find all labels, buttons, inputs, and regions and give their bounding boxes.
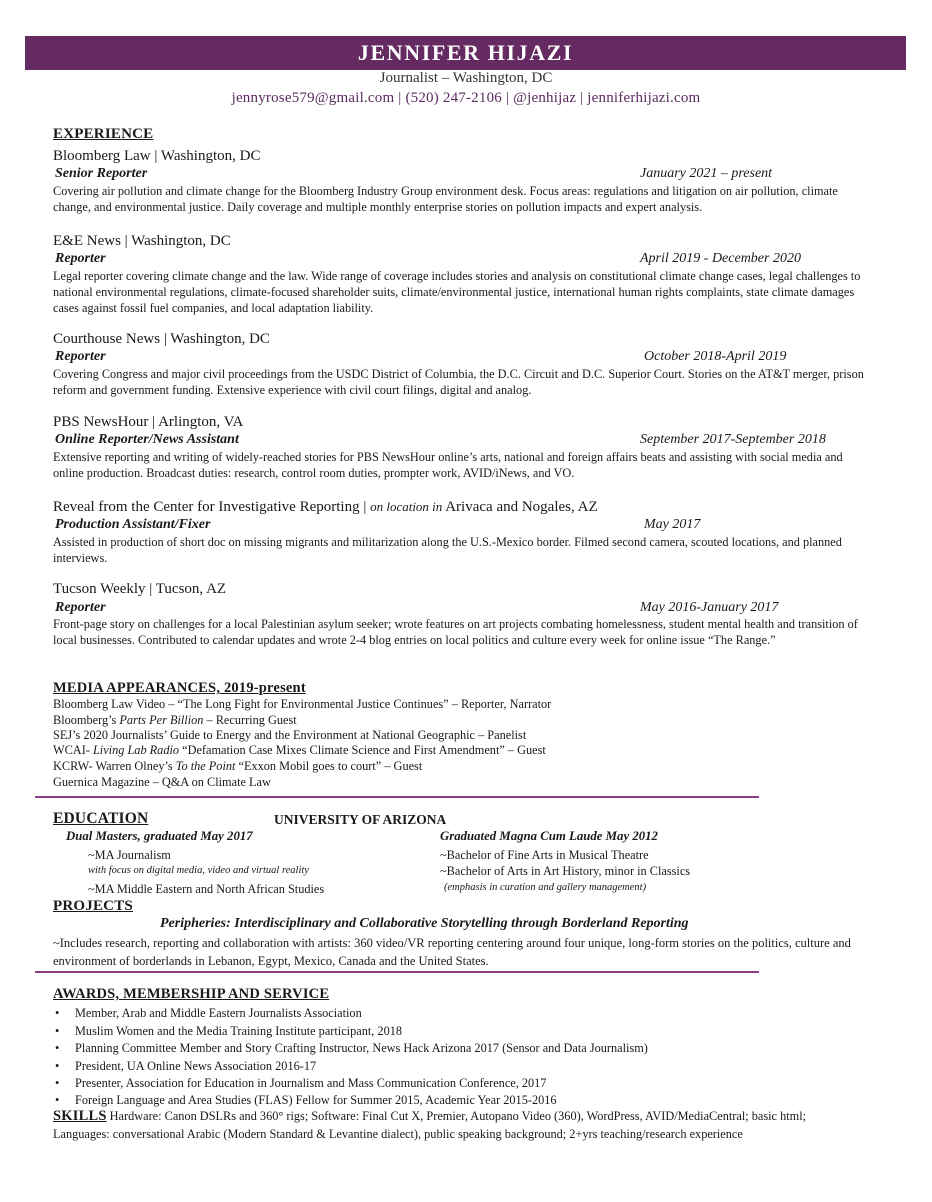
job-dates: September 2017-September 2018 xyxy=(640,432,826,447)
experience-heading: EXPERIENCE xyxy=(53,126,154,142)
media-line: Bloomberg Law Video – “The Long Fight for Environmental Justice Continues” – Reporter, Narrator xyxy=(53,697,552,711)
name-banner: JENNIFER HIJAZI xyxy=(25,36,906,70)
job-description: Covering air pollution and climate change for the Bloomberg Industry Group environment desk. Focus areas: regulations and litigation on air pollution, climate change, and environmental justice. Daily coverage and multiple monthly enterprise stories on pollution impacts and expert analysis. xyxy=(53,184,838,214)
degree-line: ~Bachelor of Arts in Art History, minor in Classics xyxy=(440,864,691,878)
job-employer: Courthouse News | Washington, DC xyxy=(53,331,270,347)
media-line: WCAI- Living Lab Radio “Defamation Case Mixes Climate Science and First Amendment” – Guest xyxy=(53,743,546,757)
school-name: UNIVERSITY OF ARIZONA xyxy=(274,812,447,827)
media-heading: MEDIA APPEARANCES, 2019-present xyxy=(53,680,306,696)
job-employer: PBS NewsHour | Arlington, VA xyxy=(53,414,244,430)
job-role: Senior Reporter xyxy=(55,166,148,181)
skills-heading: SKILLS xyxy=(53,1108,107,1124)
degree-line: ~Bachelor of Fine Arts in Musical Theatre xyxy=(440,848,649,862)
section-divider xyxy=(35,971,759,973)
employer-location: Arivaca and Nogales, AZ xyxy=(442,499,598,515)
job-description: Front-page story on challenges for a local Palestinian asylum seeker; wrote features on art projects combating homelessness, student mental health and transition of local businesses. Contributed to calendar updates and wrote 2-4 blog entries on local politics and culture every week for online issue “The Range.” xyxy=(53,617,858,647)
projects-heading: PROJECTS xyxy=(53,898,133,914)
job-dates: May 2017 xyxy=(644,517,701,532)
project-description: ~Includes research, reporting and collaboration with artists: 360 video/VR reporting centering around four unique, long-form stories on the politics, culture and environment of borderlands in Lebanon, Egypt, Mexico, Canada and the United States. xyxy=(53,936,851,968)
media-line: Guernica Magazine – Q&A on Climate Law xyxy=(53,775,271,789)
header-contact: jennyrose579@gmail.com | (520) 247-2106 | @jenhijaz | jenniferhijazi.com xyxy=(231,90,701,106)
job-dates: October 2018-April 2019 xyxy=(644,349,787,364)
job-role: Production Assistant/Fixer xyxy=(55,517,211,532)
employer-location-note: on location in xyxy=(370,499,443,514)
job-description: Assisted in production of short doc on missing migrants and militarization along the U.S.-Mexico border. Filmed second camera, scouted locations, and planned interviews. xyxy=(53,535,842,565)
skills-line: Languages: conversational Arabic (Modern Standard & Levantine dialect), public speaking background; 2+yrs teaching/research experience xyxy=(53,1127,743,1141)
media-line: KCRW- Warren Olney’s To the Point “Exxon Mobil goes to court” – Guest xyxy=(53,759,423,773)
job-employer xyxy=(53,499,598,516)
education-heading: EDUCATION xyxy=(53,810,149,827)
media-line: SEJ’s 2020 Journalists’ Guide to Energy and the Environment at National Geographic – Panelist xyxy=(53,728,527,742)
masters-heading: Dual Masters, graduated May 2017 xyxy=(66,829,253,843)
degree-note: with focus on digital media, video and virtual reality xyxy=(88,865,309,876)
job-description: Extensive reporting and writing of widely-reached stories for PBS NewsHour online’s arts, national and foreign affairs beats and assisting with social media and online production. Broadcast duties: research, control room duties, prompter work, AVID/iNews, and VO. xyxy=(53,450,843,480)
media-line: Bloomberg’s Parts Per Billion – Recurring Guest xyxy=(53,713,297,727)
degree-line: ~MA Middle Eastern and North African Studies xyxy=(88,882,325,896)
degree-line: ~MA Journalism xyxy=(88,848,171,862)
section-divider xyxy=(35,796,759,798)
header-subtitle: Journalist – Washington, DC xyxy=(379,70,553,86)
job-dates: January 2021 – present xyxy=(640,166,773,181)
skills-line: SKILLS Hardware: Canon DSLRs and 360° rigs; Software: Final Cut X, Premier, Autopano Video (360), WordPress, AVID/MediaCentral; basic html; xyxy=(53,1108,807,1124)
degree-note: (emphasis in curation and gallery management) xyxy=(444,882,647,893)
job-role: Reporter xyxy=(55,251,106,266)
job-role: Reporter xyxy=(55,349,106,364)
project-title: Peripheries: Interdisciplinary and Collaborative Storytelling through Borderland Reporting xyxy=(160,916,689,931)
bachelors-heading: Graduated Magna Cum Laude May 2012 xyxy=(440,829,658,843)
job-employer: E&E News | Washington, DC xyxy=(53,233,231,249)
job-dates: May 2016-January 2017 xyxy=(640,600,779,615)
job-employer: Tucson Weekly | Tucson, AZ xyxy=(53,581,227,597)
job-dates: April 2019 - December 2020 xyxy=(640,251,801,266)
employer-name: Reveal from the Center for Investigative Reporting | xyxy=(53,499,371,515)
job-employer: Bloomberg Law | Washington, DC xyxy=(53,148,261,164)
job-description: Covering Congress and major civil proceedings from the USDC District of Columbia, the D.C. Circuit and D.C. Superior Court. Stories on the AT&T merger, prison reform and government funding. Extensive experience with civil court filings, digital and analog. xyxy=(53,367,864,397)
job-role: Reporter xyxy=(55,600,106,615)
awards-heading: AWARDS, MEMBERSHIP AND SERVICE xyxy=(53,986,330,1002)
job-description: Legal reporter covering climate change and the law. Wide range of coverage includes stories and analysis on constitutional climate change cases, legal challenges to national environmental regulations, climate-focused shareholder suits, climate/environmental justice, international human rights complaints, state climate damages cases against fossil fuel companies, and local adaptation liability. xyxy=(53,269,861,315)
job-role: Online Reporter/News Assistant xyxy=(55,432,239,447)
